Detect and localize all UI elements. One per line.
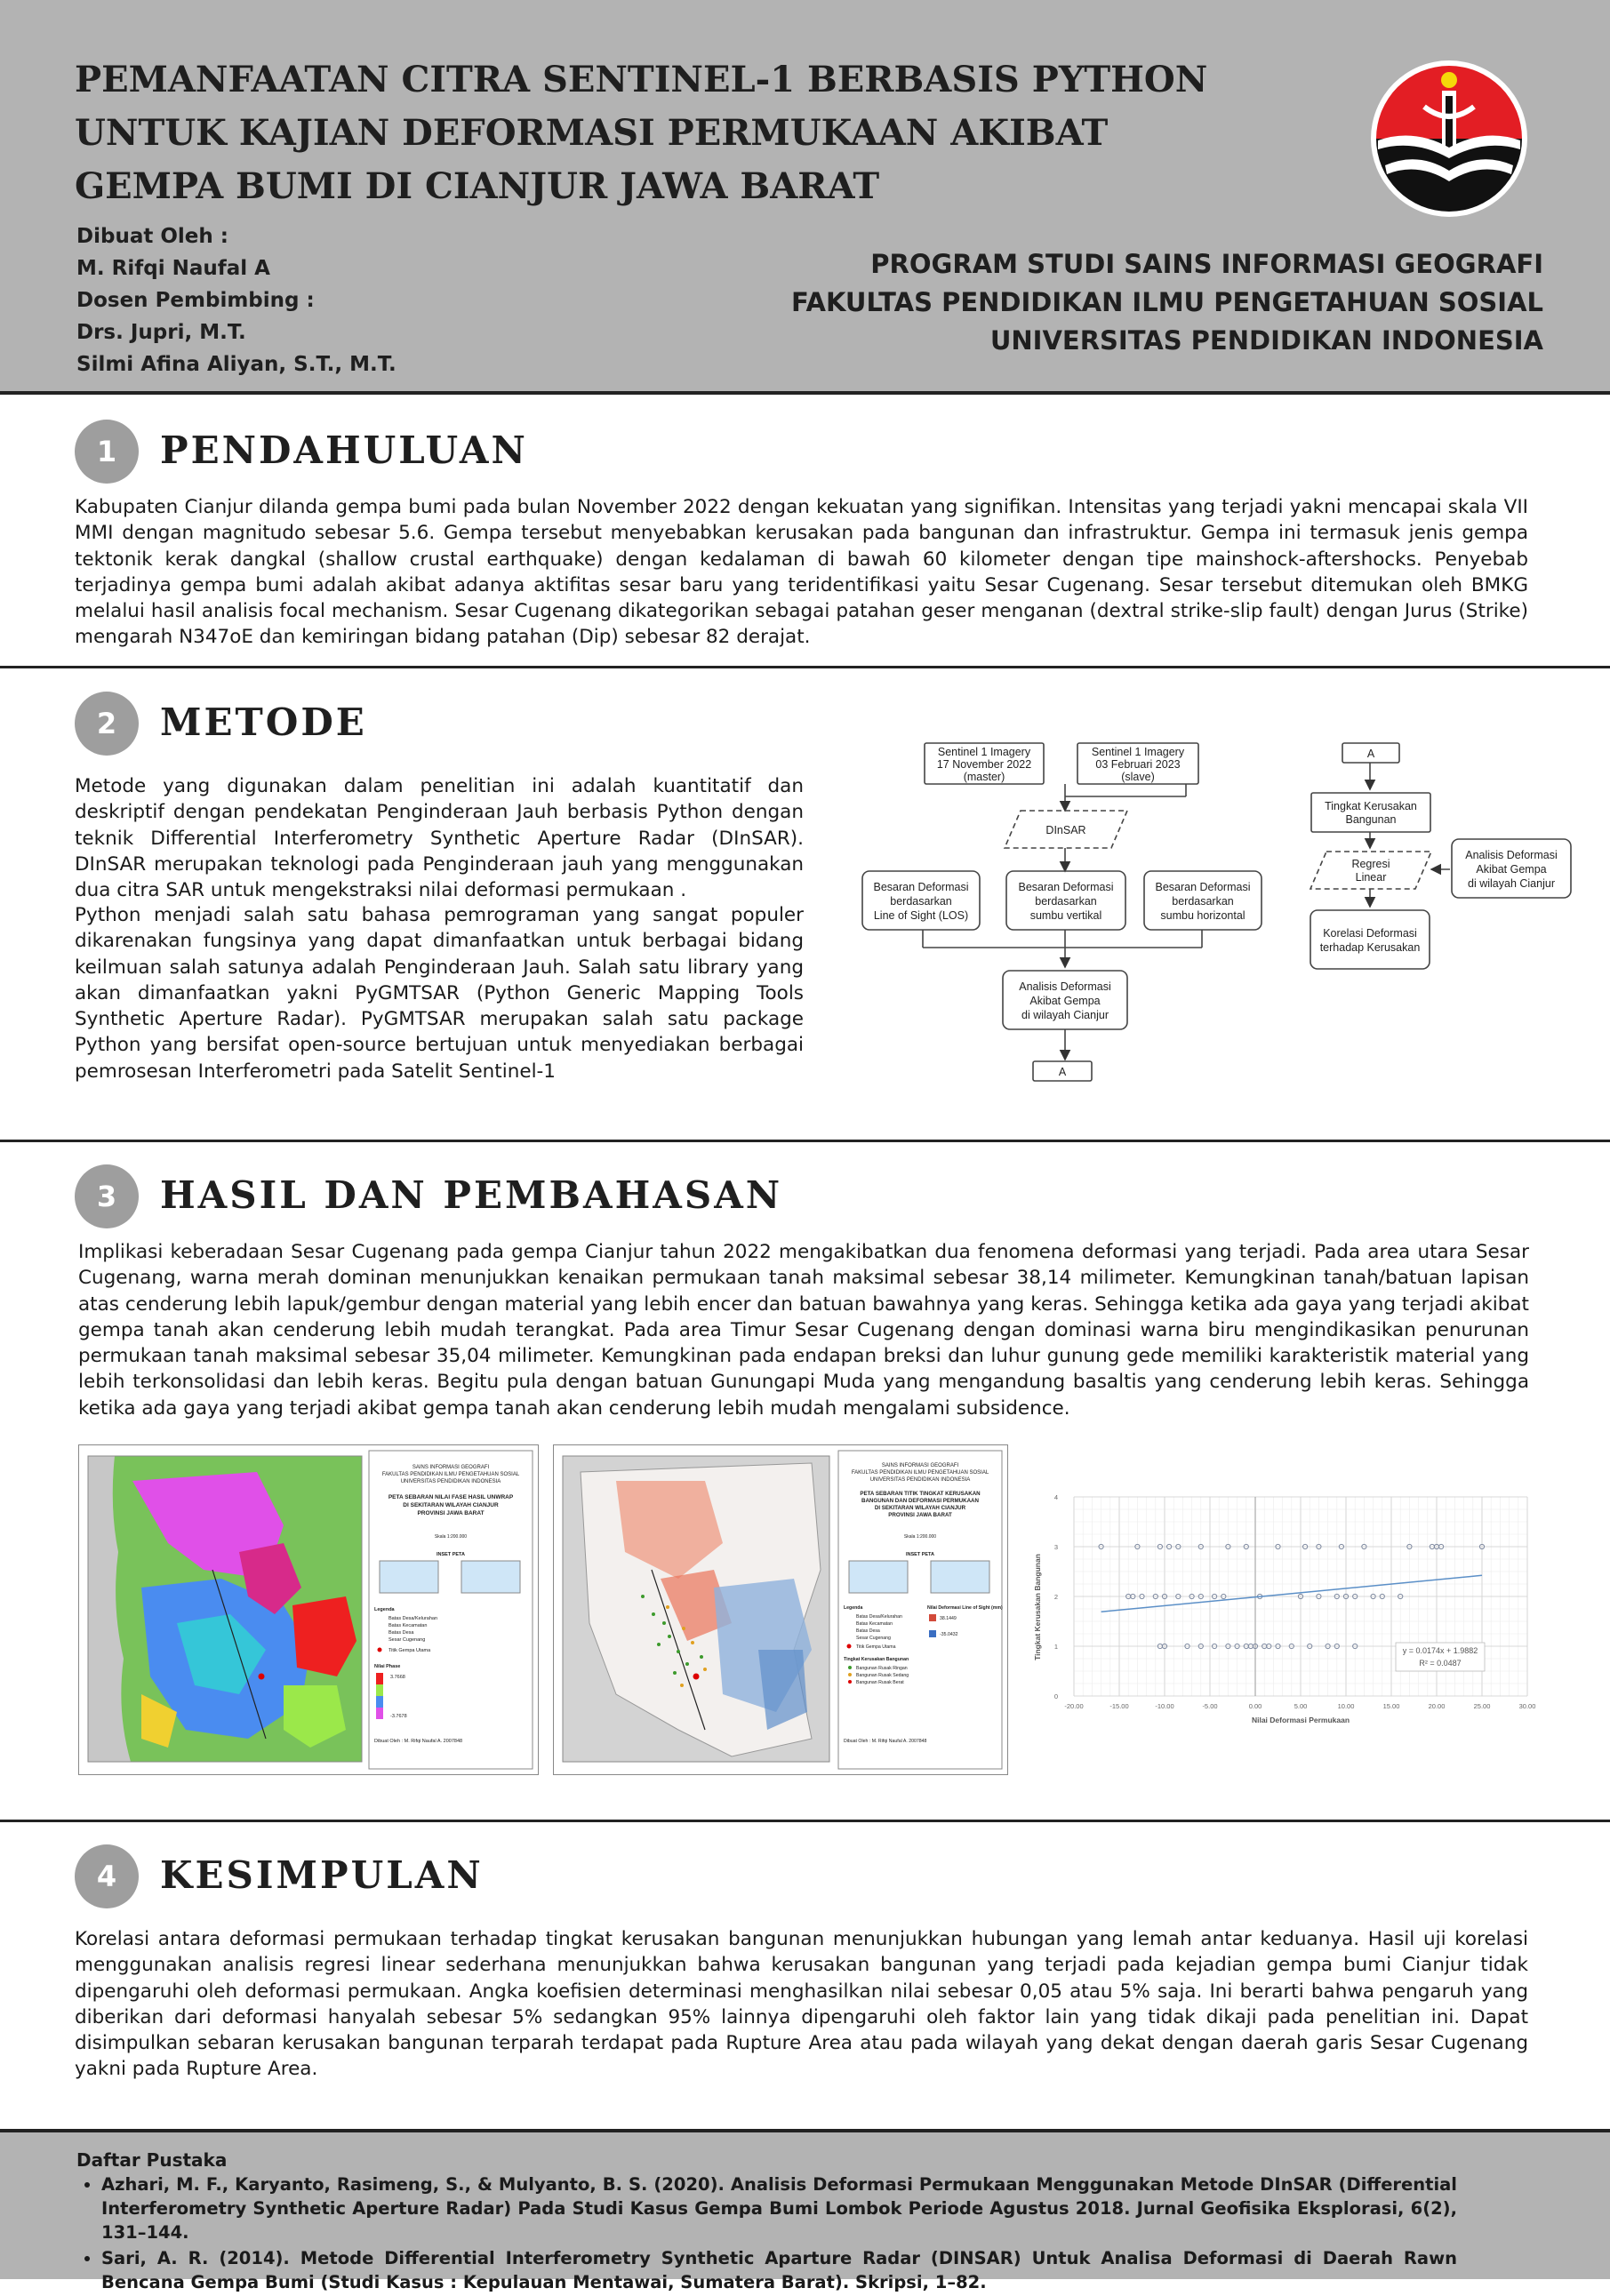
x-tick-label: -5.00	[1202, 1702, 1218, 1710]
map-title-line: DI SEKITARAN WILAYAH CIANJUR	[874, 1505, 966, 1511]
x-tick-label: 10.00	[1337, 1702, 1355, 1710]
flow-analisis2-line: Akibat Gempa	[1476, 863, 1547, 876]
x-tick-label: 20.00	[1428, 1702, 1446, 1710]
reference-item: • Azhari, M. F., Karyanto, Rasimeng, S., & Mulyanto, B. S. (2020). Analisis Deformasi Permukaan Menggunakan Metode DInSAR (Differential Interferometry Synthetic Aperture Radar) Pada Studi Kasus Gempa Bumi Lombok Periode Agustus 2018. Jurnal Geofisika Eksplorasi, 6(2), 131–144.	[101, 2172, 1457, 2244]
flow-connector: A	[1366, 748, 1375, 760]
map-title-line: PROVINSI JAWA BARAT	[888, 1512, 952, 1518]
author-line: Dibuat Oleh :	[76, 225, 228, 248]
x-tick-label: 5.00	[1294, 1702, 1308, 1710]
flow-horz-line: sumbu horizontal	[1160, 909, 1246, 922]
map-header-line: FAKULTAS PENDIDIKAN ILMU PENGETAHUAN SOSIAL	[851, 1470, 989, 1476]
flow-vert-line: sumbu vertikal	[1029, 909, 1102, 922]
map-damage-item: Bangunan Rusak Sedang	[856, 1673, 909, 1678]
section-divider	[0, 1140, 1610, 1142]
flow-regresi-line: Regresi	[1351, 858, 1390, 870]
flow-korelasi-line: Korelasi Deformasi	[1323, 927, 1417, 940]
section-paragraph: Implikasi keberadaan Sesar Cugenang pada gempa Cianjur tahun 2022 mengakibatkan dua fenomena deformasi yang terjadi. Pada area utara Sesar Cugenang, warna merah dominan menunjukkan kenaikan permukaan tanah maksimal sebesar 38,14 milimeter. Kemungkinan tanah/batuan lapisan atas cenderung lebih lapuk/gembur dengan material yang lebih encer dan batuan bawahnya yang keras. Sehingga ketika ada gaya yang terjadi akibat gempa tanah akan cenderung lebih mudah terangkat. Pada area Timur Sesar Cugenang dengan dominasi warna biru mengindikasikan penurunan permukaan tanah maksimal sebesar 35,04 milimeter. Kemungkinan pada endapan breksi dan luhur gunung gede memiliki karakteristik material yang lebih terkonsolidasi dan lebih keras. Begitu pula dengan batuan Gunungapi Muda yang mengandung basaltis yang cenderung lebih keras. Sehingga ketika ada gaya yang terjadi akibat gempa tanah akan cenderung lebih mudah mengalami subsidence.	[78, 1241, 1529, 1420]
map-title-line: PROVINSI JAWA BARAT	[417, 1510, 485, 1516]
map-header-line: SAINS INFORMASI GEOGRAFI	[412, 1465, 490, 1470]
map-legend-item: Batas Desa	[856, 1628, 880, 1634]
title-line: GEMPA BUMI DI CIANJUR JAWA BARAT	[75, 165, 880, 207]
y-tick-label: 1	[1053, 1643, 1058, 1651]
section-title: KESIMPULAN	[160, 1853, 484, 1897]
header-band	[0, 0, 1610, 395]
flow-s1a-line: (master)	[963, 771, 1005, 783]
map-scale: Skala 1:200.000	[434, 1534, 468, 1540]
y-tick-label: 3	[1053, 1543, 1058, 1551]
y-axis	[1054, 1493, 1058, 1700]
poster-title	[75, 53, 1230, 213]
flow-s1a-line: 17 November 2022	[936, 758, 1032, 771]
map-legend-item: Titik Gempa Utama	[388, 1648, 431, 1653]
flow-analisis-line: di wilayah Cianjur	[1021, 1009, 1109, 1021]
map-title-line: BANGUNAN DAN DEFORMASI PERMUKAAN	[861, 1498, 979, 1504]
map-title-line: PETA SEBARAN NILAI FASE HASIL UNWRAP	[388, 1494, 514, 1500]
map-damage-item: Bangunan Rusak Ringan	[856, 1666, 908, 1671]
trend-equation: y = 0.0174x + 1.9882	[1402, 1646, 1478, 1655]
y-tick-label: 0	[1053, 1692, 1058, 1700]
map-header-line: UNIVERSITAS PENDIDIKAN INDONESIA	[869, 1477, 971, 1483]
flow-s1b-line: 03 Februari 2023	[1095, 758, 1181, 771]
map-header-line: UNIVERSITAS PENDIDIKAN INDONESIA	[400, 1479, 501, 1484]
author-block	[76, 220, 396, 380]
map-author: Dibuat Oleh : M. Rifqi Naufal A. 2007848	[374, 1739, 463, 1744]
institution-line: UNIVERSITAS PENDIDIKAN INDONESIA	[989, 325, 1543, 356]
map-unwrap-phase-graphic	[79, 1445, 538, 1774]
flow-tingkat-line: Bangunan	[1345, 813, 1397, 826]
map-damage-item: Bangunan Rusak Berat	[856, 1680, 904, 1685]
upi-logo-icon	[1369, 59, 1529, 219]
x-tick-label: 0.00	[1248, 1702, 1262, 1710]
flow-analisis2-line: Analisis Deformasi	[1465, 849, 1558, 861]
x-tick-label: 30.00	[1518, 1702, 1536, 1710]
map-legend-item: Batas Kecamatan	[388, 1623, 428, 1628]
trend-r-squared: R² = 0.0487	[1419, 1659, 1462, 1668]
flow-s1b-line: (slave)	[1121, 771, 1155, 783]
section-number: 3	[75, 1164, 139, 1228]
section-divider	[0, 666, 1610, 668]
map-author: Dibuat Oleh : M. Rifqi Naufal A. 2007848	[844, 1739, 927, 1744]
flow-horz-line: berdasarkan	[1172, 895, 1234, 908]
references-title: Daftar Pustaka	[76, 2149, 228, 2171]
x-axis	[1064, 1702, 1535, 1710]
y-tick-label: 4	[1053, 1493, 1058, 1501]
map-header-line: SAINS INFORMASI GEOGRAFI	[881, 1463, 959, 1468]
reference-item: • Sari, A. R. (2014). Metode Differential Interferometry Synthetic Aparture Radar (DINSAR) Untuk Analisa Deformasi di Daerah Rawn Bencana Gempa Bumi (Studi Kasus : Kepulauan Mentawai, Sumatera Barat). Skripsi, 1–82.	[101, 2246, 1457, 2294]
institution-line: FAKULTAS PENDIDIKAN ILMU PENGETAHUAN SOSIAL	[791, 287, 1543, 317]
map-header-line: FAKULTAS PENDIDIKAN ILMU PENGETAHUAN SOSIAL	[381, 1472, 520, 1477]
map-legend-item: Batas Kecamatan	[856, 1621, 893, 1627]
title-line: PEMANFAATAN CITRA SENTINEL-1 BERBASIS PYTHON	[75, 59, 1208, 100]
flow-los-line: berdasarkan	[890, 895, 952, 908]
section-paragraph: Korelasi antara deformasi permukaan terhadap tingkat kerusakan bangunan menunjukkan hubungan yang lemah antar keduanya. Hasil uji korelasi menggunakan analisis regresi linear sederhana menunjukkan bahwa kerusakan bangunan yang terjadi pada kejadian gempa bumi Cianjur tidak dipengaruhi oleh deformasi permukaan. Angka koefisien determinasi menghasilkan nilai sebesar 0,05 atau 5% saja. Ini berarti bahwa pengaruh yang diberikan dari deformasi hanyalah sebesar 5% sedangkan 95% lainnya dipengaruhi oleh faktor lain yang tidak dikaji pada penelitian ini. Dapat disimpulkan sebaran kerusakan bangunan terparah terdapat pada Rupture Area atau pada wilayah yang dekat dengan daerah garis Sesar Cugenang yakni pada Rupture Area.	[75, 1928, 1528, 2081]
map-inset-label: INSET PETA	[437, 1552, 465, 1557]
section-number: 4	[75, 1844, 139, 1908]
map-legend-item: Sesar Cugenang	[388, 1637, 426, 1643]
map-colorbar-min: -3.7678	[390, 1714, 407, 1719]
flow-s1b-line: Sentinel 1 Imagery	[1091, 746, 1185, 758]
section-title: HASIL DAN PEMBAHASAN	[160, 1173, 783, 1217]
flow-horz-line: Besaran Deformasi	[1155, 881, 1251, 893]
author-line: M. Rifqi Naufal A	[76, 257, 270, 280]
flow-analisis-line: Akibat Gempa	[1029, 995, 1101, 1007]
flow-los-line: Besaran Deformasi	[873, 881, 969, 893]
author-line: Drs. Jupri, M.T.	[76, 321, 246, 344]
map-legend-title: Legenda	[844, 1605, 863, 1611]
section-title: PENDAHULUAN	[160, 428, 528, 472]
section-paragraph: Kabupaten Cianjur dilanda gempa bumi pada bulan November 2022 dengan kekuatan yang signifikan. Intensitas yang terjadi yakni mencapai skala VII MMI dengan magnitudo sebesar 5.6. Gempa tersebut menyebabkan kerusakan pada bangunan dan infrastruktur. Gempa ini termasuk jenis gempa tektonik kerak dangkal (shallow crustal earthquake) dengan kedalaman di bawah 60 kilometer dengan tipe mainshock-aftershocks. Penyebab terjadinya gempa bumi adalah akibat adanya aktifitas sesar baru yang teridentifikasi yaitu Sesar Cugenang. Sesar tersebut ditemukan oleh BMKG melalui hasil analisis focal mechanism. Sesar Cugenang dikategorikan sebagai patahan geser menganan (dextral strike-slip fault) dengan Jurus (Strike) mengarah N347oE dan kemiringan bidang patahan (Dip) sebesar 82 derajat.	[75, 496, 1528, 649]
map-legend-title: Legenda	[374, 1607, 395, 1612]
flow-dinsar: DInSAR	[1045, 824, 1086, 836]
map-inset-label: INSET PETA	[906, 1552, 934, 1557]
flow-s1a-line: Sentinel 1 Imagery	[937, 746, 1031, 758]
map-legend-item: Batas Desa/Kelurahan	[856, 1614, 902, 1620]
section-number: 1	[75, 420, 139, 484]
section-paragraph: Metode yang digunakan dalam penelitian ini adalah kuantitatif dan deskriptif dengan pendekatan Penginderaan Jauh berbasis Python dengan teknik Differential Interferometry Synthetic Aperture Radar (DInSAR). DInSAR merupakan teknologi pada Penginderaan jauh yang menggunakan dua citra SAR untuk mengekstraksi nilai deformasi permukaan .	[75, 775, 804, 902]
map-colorbar-max: 3.7668	[390, 1675, 405, 1680]
author-line: Dosen Pembimbing :	[76, 289, 315, 312]
flow-analisis-line: Analisis Deformasi	[1019, 980, 1111, 993]
institution-block	[791, 245, 1543, 360]
map-scale: Skala 1:200.000	[903, 1534, 937, 1540]
author-line: Silmi Afina Aliyan, S.T., M.T.	[76, 353, 396, 376]
y-axis-label: Tingkat Kerusakan Bangunan	[1033, 1554, 1042, 1660]
regression-scatter-chart	[1029, 1486, 1541, 1735]
x-tick-label: 25.00	[1473, 1702, 1491, 1710]
section-title: METODE	[160, 700, 367, 744]
flow-tingkat-line: Tingkat Kerusakan	[1325, 800, 1417, 812]
map-unwrap-phase	[78, 1444, 539, 1775]
x-tick-label: 15.00	[1382, 1702, 1400, 1710]
flow-korelasi-line: terhadap Kerusakan	[1319, 941, 1421, 954]
map-los-title: Nilai Deformasi Line of Sight (mm)	[927, 1605, 1003, 1611]
x-tick-label: -15.00	[1109, 1702, 1129, 1710]
references-list	[76, 2172, 1457, 2296]
map-los-item: 38.1449	[940, 1616, 957, 1621]
map-building-damage	[553, 1444, 1008, 1775]
flow-vert-line: Besaran Deformasi	[1018, 881, 1114, 893]
map-legend-item: Titik Gempa Utama	[856, 1644, 896, 1650]
map-damage-title: Tingkat Kerusakan Bangunan	[844, 1657, 909, 1662]
x-tick-label: -10.00	[1155, 1702, 1174, 1710]
title-line: UNTUK KAJIAN DEFORMASI PERMUKAAN AKIBAT	[75, 112, 1109, 154]
map-building-damage-graphic	[554, 1445, 1007, 1774]
y-tick-label: 2	[1053, 1593, 1058, 1601]
map-colorbar-title: Nilai Phase	[374, 1664, 401, 1669]
map-legend-item: Batas Desa	[388, 1630, 414, 1636]
section-number: 2	[75, 692, 139, 756]
flow-vert-line: berdasarkan	[1035, 895, 1097, 908]
map-legend-item: Batas Desa/Kelurahan	[388, 1616, 438, 1621]
section-paragraph: Python menjadi salah satu bahasa pemrograman yang sangat populer dikarenakan fungsinya yang dapat dimanfaatkan untuk berbagai bidang keilmuan salah satunya adalah Penginderaan Jauh. Salah satu library yang akan dimanfaatkan yakni PyGMTSAR (Python Generic Mapping Tools Synthetic Aperture Radar). PyGMTSAR merupakan salah satu package Python yang bersifat open-source bertujuan untuk menyediakan berbagai pemrosesan Interferometri pada Satelit Sentinel-1	[75, 904, 804, 1083]
flow-connector: A	[1058, 1066, 1067, 1078]
flow-analisis2-line: di wilayah Cianjur	[1468, 877, 1555, 890]
flow-regresi-line: Linear	[1355, 871, 1387, 884]
x-tick-label: -20.00	[1064, 1702, 1084, 1710]
map-los-item: -35.0432	[940, 1632, 958, 1637]
institution-line: PROGRAM STUDI SAINS INFORMASI GEOGRAFI	[870, 249, 1543, 279]
map-title-line: DI SEKITARAN WILAYAH CIANJUR	[403, 1502, 499, 1508]
flow-los-line: Line of Sight (LOS)	[873, 909, 969, 922]
section-divider	[0, 1820, 1610, 1822]
x-axis-label: Nilai Deformasi Permukaan	[1251, 1716, 1350, 1724]
method-flowchart	[853, 729, 1591, 1102]
map-legend-item: Sesar Cugenang	[856, 1636, 891, 1641]
map-title-line: PETA SEBARAN TITIK TINGKAT KERUSAKAN	[860, 1491, 981, 1497]
